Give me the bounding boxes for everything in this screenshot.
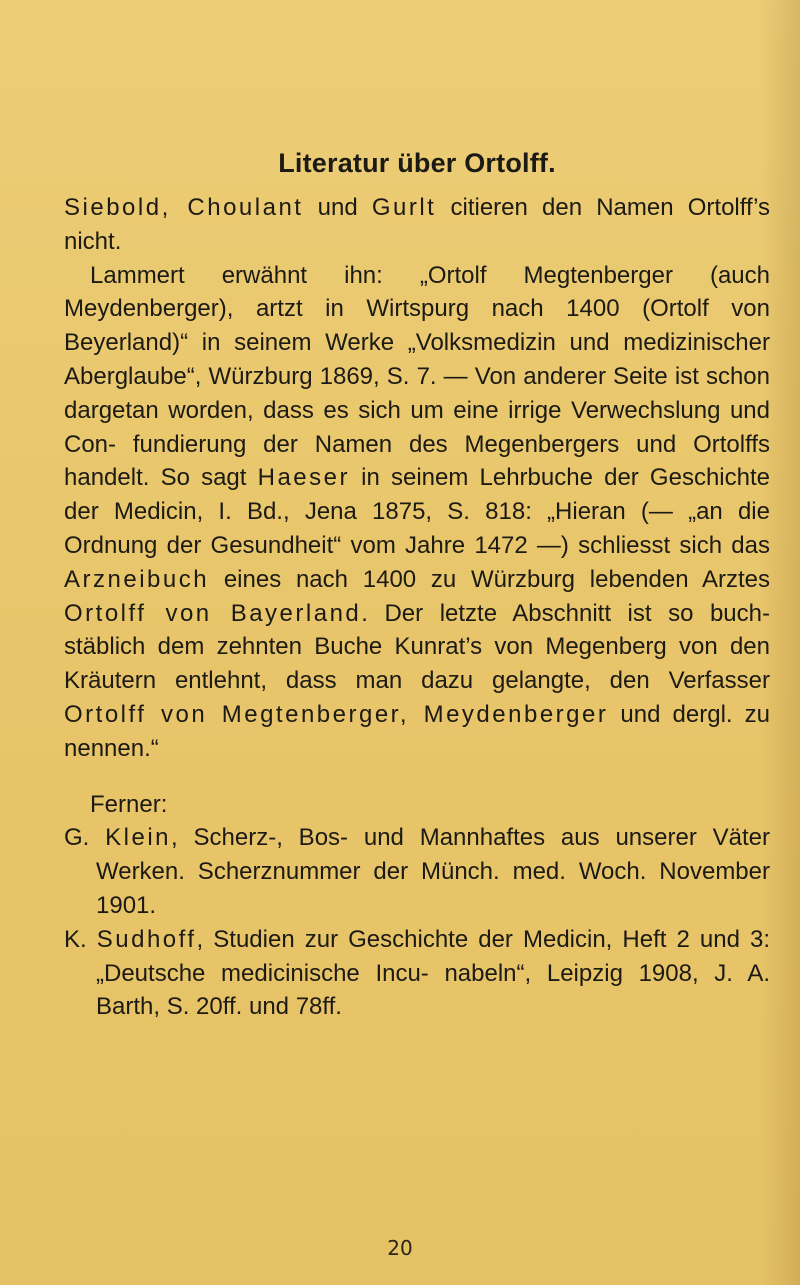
term-arzneibuch: Arzneibuch [64,565,210,593]
reference-item: G. Klein, Scherz-, Bos- und Mannhaftes aus unserer Väter Werken. Scherznummer der Münch. med. Woch. November 1901. [64,824,770,919]
ref-author-sudhoff: Sudhoff [96,925,197,953]
author-names: Siebold, Choulant [64,194,304,221]
page-number: 20 [387,1236,413,1260]
reference-item: K. Sudhoff, Studien zur Geschichte der Medicin, Heft 2 und 3: „Deutsche medicinische Incu- nabeln“, Leipzig 1908, J. A. Barth, S. 20ff. und 78ff. [64,925,771,1021]
author-gurlt: Gurlt [371,194,437,221]
paragraph-intro: Siebold, Choulant und Gurlt citieren den Namen Ortolff’s nicht. [64,194,770,255]
ref-author-klein: Klein [105,824,172,852]
paragraph-lammert: Lammert erwähnt ihn: „Ortolf Megtenberger (auch Meydenberger), artzt in Wirtspurg nach 1400 (Ortolf von Beyerland)“ in seinem Werke „Volksmedizin und medizinischer Aberglaube“, Würzburg 1869, S. 7. — Von anderer Seite ist schon dargetan worden, dass es sich um eine irrige Verwechslung und Con- fundierung der Namen des Megenbergers und Ortolffs handelt. So sagt Haeser in seinem Lehrbuche der Geschichte der Medicin, I. Bd., Jena 1875, S. 818: „Hieran (— „an die Ordnung der Gesundheit“ vom Jahre 1472 —) schliesst sich das Arzneibuch eines nach 1400 zu Würzburg lebenden Arztes Ortolff von Bayerland. Der letzte Abschnitt ist so buch- stäblich dem zehnten Buche Kunrat’s von Megenberg von den Kräutern entlehnt, dass man dazu gelangte, den Verfasser Ortolff von Megtenberger, Meydenberger und dergl. zu nennen.“ [64,261,771,762]
name-ortolff-bayerland: Ortolff von Bayerland [64,599,362,627]
author-haeser: Haeser [257,464,350,492]
page-content [64,148,770,1024]
ferner-label: Ferner: [90,790,168,818]
section-heading: Literatur über Ortolff. [278,148,556,178]
name-ortolff-megtenberger: Ortolff von Megtenberger, Meydenberger [64,700,609,728]
